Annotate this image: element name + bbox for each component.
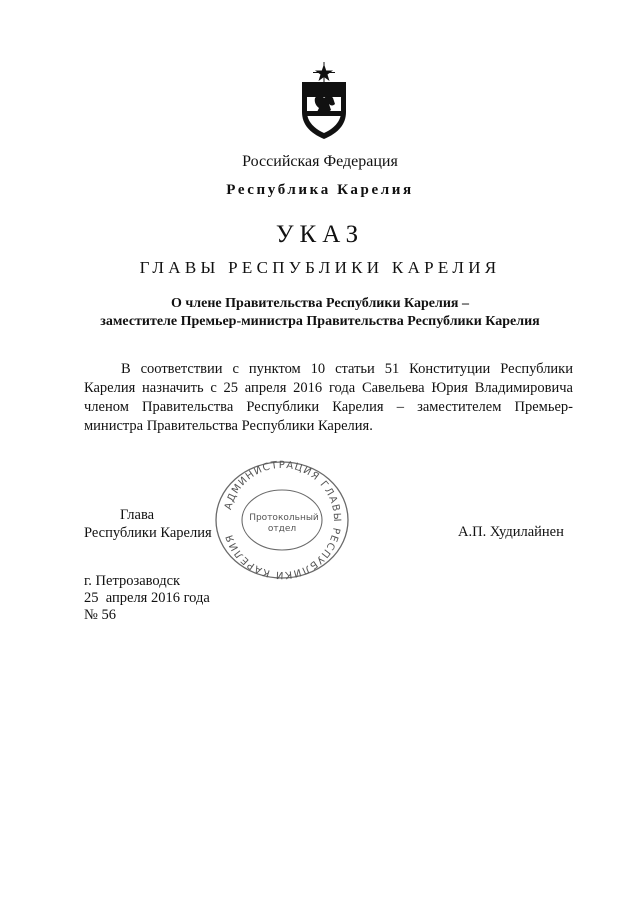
issue-date: 25 апреля 2016 года	[84, 590, 210, 606]
decree-body	[84, 360, 573, 436]
decree-subject	[0, 295, 640, 331]
republic-name: Республика Карелия	[226, 182, 414, 198]
place-date-number	[84, 573, 210, 624]
subject-line-1: О члене Правительства Республики Карелия –	[171, 296, 469, 311]
signer-name: А.П. Худилайнен	[458, 524, 564, 540]
stamp-center-line-2: отдел	[267, 524, 297, 534]
signer-title-line-1: Глава	[120, 507, 155, 523]
subject-line-2: заместителе Премьер-министра Правительства Республики Карелия	[100, 314, 540, 329]
karelia-coat-of-arms-icon	[298, 62, 350, 140]
issue-city: г. Петрозаводск	[84, 573, 181, 589]
official-stamp	[211, 460, 353, 580]
body-paragraph: В соответствии с пунктом 10 статьи 51 Конституции Республики Карелия назначить с 25 апреля 2016 года Савельева Юрия Владимировича членом Правительства Республики Карелия – заместителем Премьер-министра Правительства Республики Карелия.	[84, 361, 573, 434]
stamp-ring-text: АДМИНИСТРАЦИЯ ГЛАВЫ РЕСПУБЛИКИ КАРЕЛИЯ	[223, 460, 343, 580]
signer-title	[84, 506, 224, 542]
document-issuer: ГЛАВЫ РЕСПУБЛИКИ КАРЕЛИЯ	[139, 258, 501, 277]
decree-number: № 56	[84, 607, 116, 623]
stamp-center-line-1: Протокольный	[249, 513, 319, 523]
signer-title-line-2: Республики Карелия	[84, 525, 212, 541]
document-type: УКАЗ	[275, 221, 365, 248]
country-name: Российская Федерация	[242, 153, 398, 170]
